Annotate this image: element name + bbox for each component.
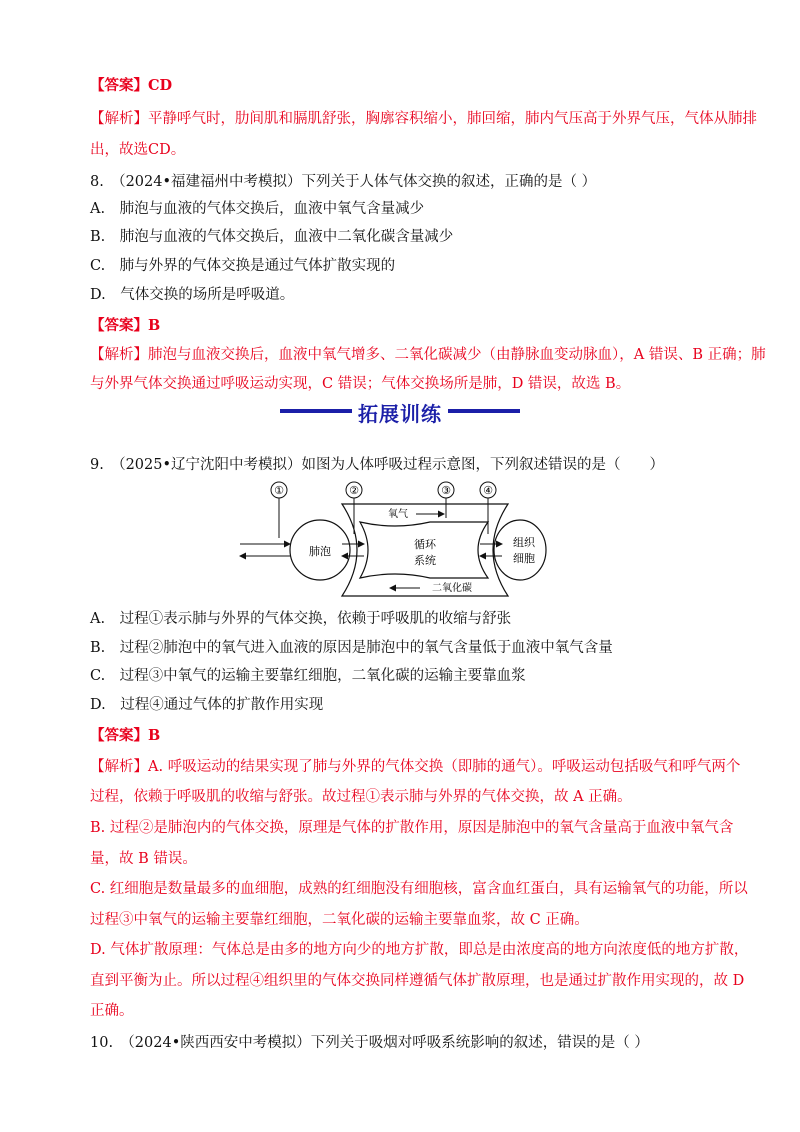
q8-option-d: D. 气体交换的场所是呼吸道。 <box>90 287 295 303</box>
tissue-label-2: 细胞 <box>513 552 535 565</box>
q8-stem: 8. （2024•福建福州中考模拟）下列关于人体气体交换的叙述，正确的是（ ） <box>90 174 597 190</box>
oxygen-label: 氧气 <box>388 509 408 520</box>
q9-option-c: C. 过程③中氧气的运输主要靠红细胞，二氧化碳的运输主要靠血浆 <box>90 668 526 684</box>
respiration-diagram <box>230 478 550 600</box>
q9-answer: 【答案】B <box>90 727 161 744</box>
label-1: ① <box>274 484 284 497</box>
tissue-cells-shape <box>494 520 546 580</box>
section-banner <box>280 398 520 424</box>
q9-analysis-line-7: D. 气体扩散原理：气体总是由多的地方向少的地方扩散，即总是由浓度高的地方向浓度低的地方扩散， <box>90 942 749 958</box>
banner-bar-left <box>280 409 352 413</box>
q9-analysis-line-4: 量，故 B 错误。 <box>90 851 197 867</box>
q7-answer: 【答案】CD <box>90 77 173 94</box>
q9-analysis-line-8: 直到平衡为止。所以过程④组织里的气体交换同样遵循气体扩散原理，也是通过扩散作用实现的，故 D <box>90 973 745 989</box>
tissue-label-1: 组织 <box>513 536 535 549</box>
q8-analysis-line-1: 【解析】肺泡与血液交换后，血液中氧气增多、二氧化碳减少（由静脉血变动脉血），A 错误、B 正确；肺 <box>90 347 766 363</box>
circulation-label-1: 循环 <box>414 538 436 551</box>
co2-label: 二氧化碳 <box>432 583 472 594</box>
label-2: ② <box>349 484 359 497</box>
q9-analysis-line-9: 正确。 <box>90 1003 134 1019</box>
label-3: ③ <box>441 484 451 497</box>
q9-stem: 9. （2025•辽宁沈阳中考模拟）如图为人体呼吸过程示意图，下列叙述错误的是（ ） <box>90 457 665 473</box>
q8-option-a: A. 肺泡与血液的气体交换后，血液中氧气含量减少 <box>90 201 425 217</box>
banner-title: 拓展训练 <box>358 402 442 426</box>
q9-analysis-line-6: 过程③中氧气的运输主要靠红细胞，二氧化碳的运输主要靠血浆，故 C 正确。 <box>90 912 589 928</box>
banner-bar-right <box>448 409 520 413</box>
label-4: ④ <box>483 484 493 497</box>
q8-answer: 【答案】B <box>90 317 161 334</box>
q9-analysis-line-3: B. 过程②是肺泡内的气体交换，原理是气体的扩散作用，原因是肺泡中的氧气含量高于血液中氧气含 <box>90 820 734 836</box>
q7-analysis-line-1: 【解析】平静呼气时，肋间肌和膈肌舒张，胸廓容积缩小，肺回缩，肺内气压高于外界气压，气体从肺排 <box>90 111 757 127</box>
q8-analysis-line-2: 与外界气体交换通过呼吸运动实现，C 错误；气体交换场所是肺，D 错误，故选 B。 <box>90 376 631 392</box>
q9-option-a: A. 过程①表示肺与外界的气体交换，依赖于呼吸肌的收缩与舒张 <box>90 611 512 627</box>
q10-stem: 10. （2024•陕西西安中考模拟）下列关于吸烟对呼吸系统影响的叙述，错误的是（ ） <box>90 1035 649 1051</box>
q8-option-b: B. 肺泡与血液的气体交换后，血液中二氧化碳含量减少 <box>90 229 454 245</box>
q8-option-c: C. 肺与外界的气体交换是通过气体扩散实现的 <box>90 258 396 274</box>
circulation-label-2: 系统 <box>414 554 436 567</box>
q9-analysis-line-1: 【解析】A. 呼吸运动的结果实现了肺与外界的气体交换（即肺的通气）。呼吸运动包括吸气和呼气两个 <box>90 759 741 775</box>
q9-option-d: D. 过程④通过气体的扩散作用实现 <box>90 697 324 713</box>
q9-option-b: B. 过程②肺泡中的氧气进入血液的原因是肺泡中的氧气含量低于血液中氧气含量 <box>90 640 613 656</box>
q7-analysis-line-2: 出，故选CD。 <box>90 142 186 158</box>
q9-analysis-line-5: C. 红细胞是数量最多的血细胞，成熟的红细胞没有细胞核，富含血红蛋白，具有运输氧气的功能，所以 <box>90 881 748 897</box>
alveoli-label: 肺泡 <box>309 545 331 558</box>
q9-analysis-line-2: 过程，依赖于呼吸肌的收缩与舒张。故过程①表示肺与外界的气体交换，故 A 正确。 <box>90 789 632 805</box>
